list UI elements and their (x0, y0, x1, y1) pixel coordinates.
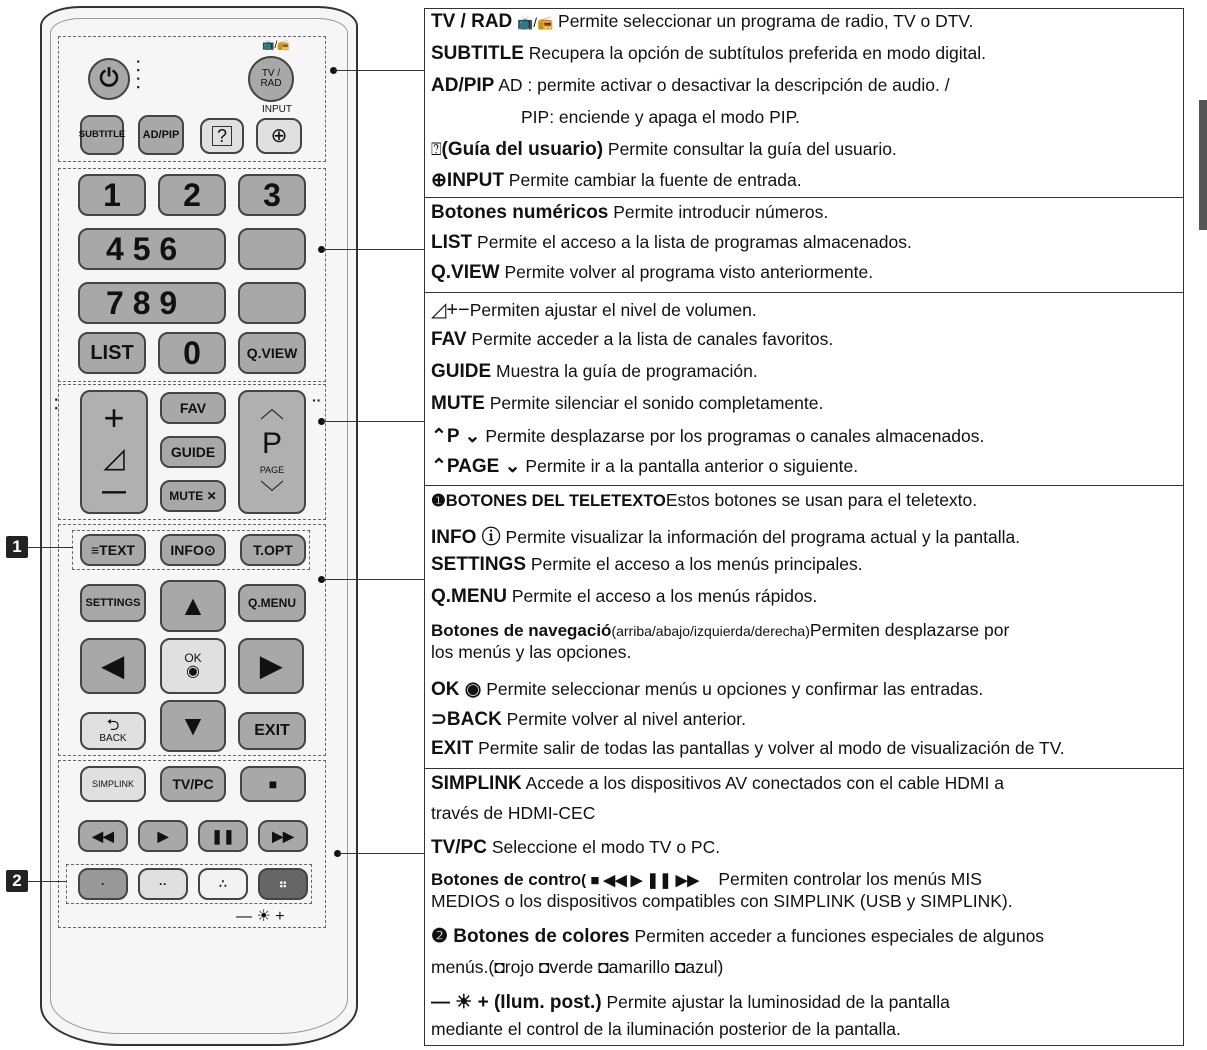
userguide-icon: ⍰ (431, 139, 442, 159)
desc-guide (431, 361, 758, 383)
desc-qview-label: Q.VIEW (431, 262, 500, 283)
pause-button[interactable] (198, 820, 248, 852)
subtitle-button[interactable]: SUBTITLE (80, 115, 124, 155)
number-789-button[interactable]: 7 8 9 (78, 282, 226, 324)
green-swatch-icon: ◘ (538, 957, 550, 977)
desc-userguide-label: (Guía del usuario) (441, 139, 604, 160)
desc-numbers-text: Permite introducir números. (608, 202, 829, 222)
fav-button[interactable]: FAV (160, 392, 226, 424)
yellow-dot-icon: ∴ (219, 877, 227, 891)
desc-settings-text: Permite el acceso a los menús principales. (526, 554, 863, 574)
desc-userguide-text: Permite consultar la guía del usuario. (603, 139, 897, 159)
nav-down-button[interactable] (160, 700, 226, 752)
desc-settings (431, 554, 863, 576)
desc-tvpc-text: Seleccione el modo TV o PC. (486, 837, 721, 857)
green-dot-icon: ·· (159, 877, 167, 891)
nav-up-button[interactable] (160, 580, 226, 632)
desc-info (431, 522, 1020, 549)
arrow-down-icon: ▼ (179, 710, 207, 741)
desc-mute-label: MUTE (431, 393, 485, 414)
power-dots-icon: ⁚ ⁚ (136, 58, 141, 91)
play-button[interactable] (138, 820, 188, 852)
desc-tvrad (431, 11, 973, 33)
desc-program (431, 425, 984, 448)
control-icons: ( ■ ◀◀ ▶ ❚❚ ▶▶ (581, 872, 699, 889)
program-label: P (261, 427, 282, 460)
desc-simplink-cont: través de HDMI-CEC (431, 803, 596, 823)
desc-qmenu-label: Q.MENU (431, 586, 507, 607)
tvrad-icon: 📺/📻 (517, 15, 554, 30)
desc-exit (431, 738, 1065, 760)
desc-simplink-text: Accede a los dispositivos AV conectados con el cable HDMI a (521, 773, 1004, 793)
program-up-icon[interactable]: ︿ (260, 396, 284, 423)
desc-box-navigation (424, 485, 1184, 769)
desc-adpip-text: AD : permite activar o desactivar la descripción de audio. / (494, 75, 950, 95)
brightness-label: — ☀ + (236, 908, 285, 925)
input-button[interactable] (256, 118, 302, 154)
desc-box-volume (424, 292, 1184, 486)
desc-guide-text: Muestra la guía de programación. (491, 361, 758, 381)
desc-backlight (431, 991, 950, 1014)
desc-qmenu-text: Permite el acceso a los menús rápidos. (507, 586, 818, 606)
desc-qview (431, 262, 873, 284)
program-down-icon[interactable]: ﹀ (260, 480, 284, 507)
red-button[interactable] (78, 868, 128, 900)
vol-dots-left-icon: ⁚ (54, 396, 59, 412)
desc-exit-text: Permite salir de todas las pantallas y volver al modo de visualización de TV. (473, 738, 1065, 758)
marker-1-leader (28, 547, 72, 548)
desc-exit-label: EXIT (431, 738, 474, 759)
desc-teletext-text: Estos botones se usan para el teletexto. (665, 490, 978, 510)
exit-button[interactable]: EXIT (238, 712, 306, 750)
desc-subtitle-label: SUBTITLE (431, 43, 524, 64)
input-icon: ⊕ (270, 125, 288, 147)
pause-icon: ❚❚ (211, 828, 235, 844)
leader-line-2 (322, 249, 424, 250)
desc-ok-label: OK ◉ (431, 679, 482, 700)
desc-navigation-dirs: (arriba/abajo/izquierda/derecha) (611, 623, 810, 639)
leader-line-4 (322, 579, 424, 580)
desc-qmenu (431, 586, 817, 608)
tvrad-top-icon: 📺/📻 (262, 40, 290, 51)
simplink-button[interactable]: SIMPLINK (80, 766, 146, 802)
blue-button[interactable] (258, 868, 308, 900)
desc-control-cont: MEDIOS o los dispositivos compatibles con SIMPLINK (USB y SIMPLINK). (431, 891, 1013, 911)
desc-input (431, 169, 802, 192)
desc-backlight-text: Permite ajustar la luminosidad de la pantalla (601, 992, 950, 1012)
ok-button[interactable] (160, 638, 226, 694)
power-button[interactable]: ⏻ (88, 58, 130, 100)
info-button[interactable]: INFO⊙ (160, 534, 226, 566)
desc-volume (431, 297, 757, 322)
arrow-right-icon: ▶ (260, 650, 282, 681)
desc-userguide (431, 139, 897, 161)
desc-navigation (431, 620, 1009, 641)
qmenu-button[interactable]: Q.MENU (238, 584, 306, 622)
desc-control (431, 869, 982, 890)
page-label: PAGE (259, 465, 285, 475)
guide-button[interactable]: GUIDE (160, 436, 226, 468)
desc-color-blue: azul) (685, 957, 724, 977)
ok-icon: ◉ (186, 663, 200, 680)
desc-guide-label: GUIDE (431, 361, 492, 382)
desc-input-text: Permite cambiar la fuente de entrada. (503, 170, 802, 190)
desc-qview-text: Permite volver al programa visto anteriormente. (499, 262, 874, 282)
marker-1-badge: 1 (6, 536, 28, 558)
desc-subtitle-text: Recupera la opción de subtítulos preferida en modo digital. (523, 43, 986, 63)
rewind-icon: ◀◀ (92, 828, 114, 844)
qview-blank-button[interactable] (238, 282, 306, 324)
desc-box-media (424, 768, 1184, 1046)
yellow-swatch-icon: ◘ (598, 957, 609, 977)
arrow-up-icon: ▲ (179, 590, 207, 621)
marker-2-badge: 2 (6, 870, 28, 892)
desc-colors-cont (431, 957, 723, 978)
desc-list-text: Permite el acceso a la lista de programas almacenados. (472, 232, 912, 252)
input-top-label: INPUT (262, 104, 292, 115)
desc-box-numbers (424, 197, 1184, 293)
blue-swatch-icon: ◘ (674, 957, 686, 977)
topt-button[interactable]: T.OPT (240, 534, 306, 566)
desc-back (431, 708, 746, 731)
desc-ok-text: Permite seleccionar menús u opciones y confirmar las entradas. (481, 679, 984, 699)
number-2-button[interactable]: 2 (158, 174, 226, 216)
desc-colors (431, 925, 1044, 948)
desc-fav-text: Permite acceder a la lista de canales favoritos. (466, 329, 834, 349)
desc-numbers-label: Botones numéricos (431, 202, 609, 223)
play-icon: ▶ (157, 828, 169, 844)
stop-icon: ■ (268, 776, 278, 792)
desc-back-text: Permite volver al nivel anterior. (501, 709, 746, 729)
desc-color-red: rojo (504, 957, 534, 977)
tvpc-button[interactable]: TV/PC (160, 766, 226, 802)
volume-symbol-icon: ◿+− (431, 299, 470, 321)
desc-teletext (431, 490, 977, 511)
volume-rocker[interactable] (80, 390, 148, 514)
desc-fav-label: FAV (431, 329, 467, 350)
settings-button[interactable]: SETTINGS (80, 584, 146, 622)
desc-tvrad-label: TV / RAD (431, 11, 513, 32)
program-rocker[interactable] (238, 390, 306, 514)
desc-subtitle (431, 43, 986, 65)
desc-ok (431, 678, 983, 701)
number-456-button[interactable]: 4 5 6 (78, 228, 226, 270)
desc-back-label: ⊃BACK (431, 709, 502, 730)
leader-line-5 (338, 853, 424, 854)
tvrad-button[interactable]: TV / RAD (248, 56, 294, 102)
back-label: BACK (99, 733, 127, 744)
nav-right-button[interactable] (238, 638, 304, 694)
number-1-button[interactable]: 1 (78, 174, 146, 216)
desc-tvpc (431, 837, 720, 859)
desc-backlight-cont: mediante el control de la iluminación posterior de la pantalla. (431, 1019, 901, 1039)
desc-program-text: Permite desplazarse por los programas o canales almacenados. (480, 426, 985, 446)
desc-info-text: Permite visualizar la información del programa actual y la pantalla. (500, 527, 1021, 547)
number-0-button[interactable]: 0 (158, 332, 226, 374)
desc-simplink (431, 773, 1004, 795)
desc-colors-text: Permiten acceder a funciones especiales de algunos (629, 926, 1045, 946)
desc-volume-text: Permiten ajustar el nivel de volumen. (469, 300, 757, 320)
desc-list (431, 232, 912, 254)
desc-teletext-label: ❶BOTONES DEL TELETEXTO (431, 492, 666, 510)
vol-dots-right-icon: ·· (312, 392, 322, 408)
fastforward-button[interactable] (258, 820, 308, 852)
desc-page-label: ⌃PAGE ⌄ (431, 456, 521, 477)
desc-mute (431, 393, 823, 415)
desc-simplink-label: SIMPLINK (431, 773, 522, 794)
desc-color-yellow: amarillo (608, 957, 670, 977)
desc-info-label: INFO ⓘ (431, 527, 501, 548)
back-button[interactable] (80, 712, 146, 750)
volume-up-icon[interactable]: + (103, 397, 125, 438)
desc-adpip-label: AD/PIP (431, 75, 495, 96)
desc-input-label: ⊕INPUT (431, 170, 504, 191)
desc-navigation-cont: los menús y las opciones. (431, 642, 632, 662)
desc-colors-menus: menús.( (431, 957, 495, 977)
desc-adpip (431, 75, 950, 97)
yellow-button[interactable] (198, 868, 248, 900)
desc-color-green: verde (549, 957, 594, 977)
list-button[interactable]: LIST (78, 332, 146, 374)
list-blank-button[interactable] (238, 228, 306, 270)
help-icon: ? (212, 126, 232, 146)
desc-control-label: Botones de contro (431, 870, 582, 889)
green-button[interactable] (138, 868, 188, 900)
volume-icon: ◿ (103, 442, 125, 473)
desc-settings-label: SETTINGS (431, 554, 527, 575)
desc-tvrad-text: Permite seleccionar un programa de radio, TV o DTV. (553, 11, 974, 31)
desc-program-label: ⌃P ⌄ (431, 426, 481, 447)
mute-button[interactable]: MUTE ✕ (160, 480, 226, 512)
desc-fav (431, 329, 833, 351)
fastforward-icon: ▶▶ (272, 828, 294, 844)
desc-colors-label: ❷ Botones de colores (431, 926, 630, 947)
back-icon: ⮌ (106, 717, 120, 734)
desc-navigation-text: Permiten desplazarse por (809, 620, 1010, 640)
text-button[interactable]: ≡TEXT (80, 534, 146, 566)
nav-left-button[interactable] (80, 638, 146, 694)
desc-navigation-label: Botones de navegació (431, 621, 612, 640)
qview-button[interactable]: Q.VIEW (238, 332, 306, 374)
desc-page-text: Permite ir a la pantalla anterior o siguiente. (520, 456, 859, 476)
volume-down-icon[interactable]: — (102, 478, 126, 505)
stop-button[interactable] (240, 766, 306, 802)
ok-label: OK (184, 651, 202, 665)
page-edge-bar (1199, 100, 1207, 230)
rewind-button[interactable] (78, 820, 128, 852)
number-3-button[interactable]: 3 (238, 174, 306, 216)
desc-box-top (424, 8, 1184, 198)
blue-dot-icon: ⠶ (278, 877, 288, 891)
desc-pip: PIP: enciende y apaga el modo PIP. (521, 107, 800, 127)
user-guide-button[interactable] (200, 118, 244, 154)
desc-numbers (431, 202, 828, 224)
adpip-button[interactable]: AD/PIP (138, 115, 184, 155)
desc-control-text: Permiten controlar los menús MIS (718, 869, 982, 889)
red-dot-icon: · (101, 877, 105, 891)
leader-line-1 (334, 70, 424, 71)
desc-page (431, 455, 858, 478)
marker-2-leader (28, 881, 66, 882)
desc-list-label: LIST (431, 232, 473, 253)
desc-backlight-label: — ☀ + (Ilum. post.) (431, 992, 602, 1013)
red-swatch-icon: ◘ (494, 957, 505, 977)
arrow-left-icon: ◀ (102, 650, 124, 681)
desc-mute-text: Permite silenciar el sonido completamente. (484, 393, 824, 413)
desc-tvpc-label: TV/PC (431, 837, 487, 858)
leader-line-3 (322, 421, 424, 422)
